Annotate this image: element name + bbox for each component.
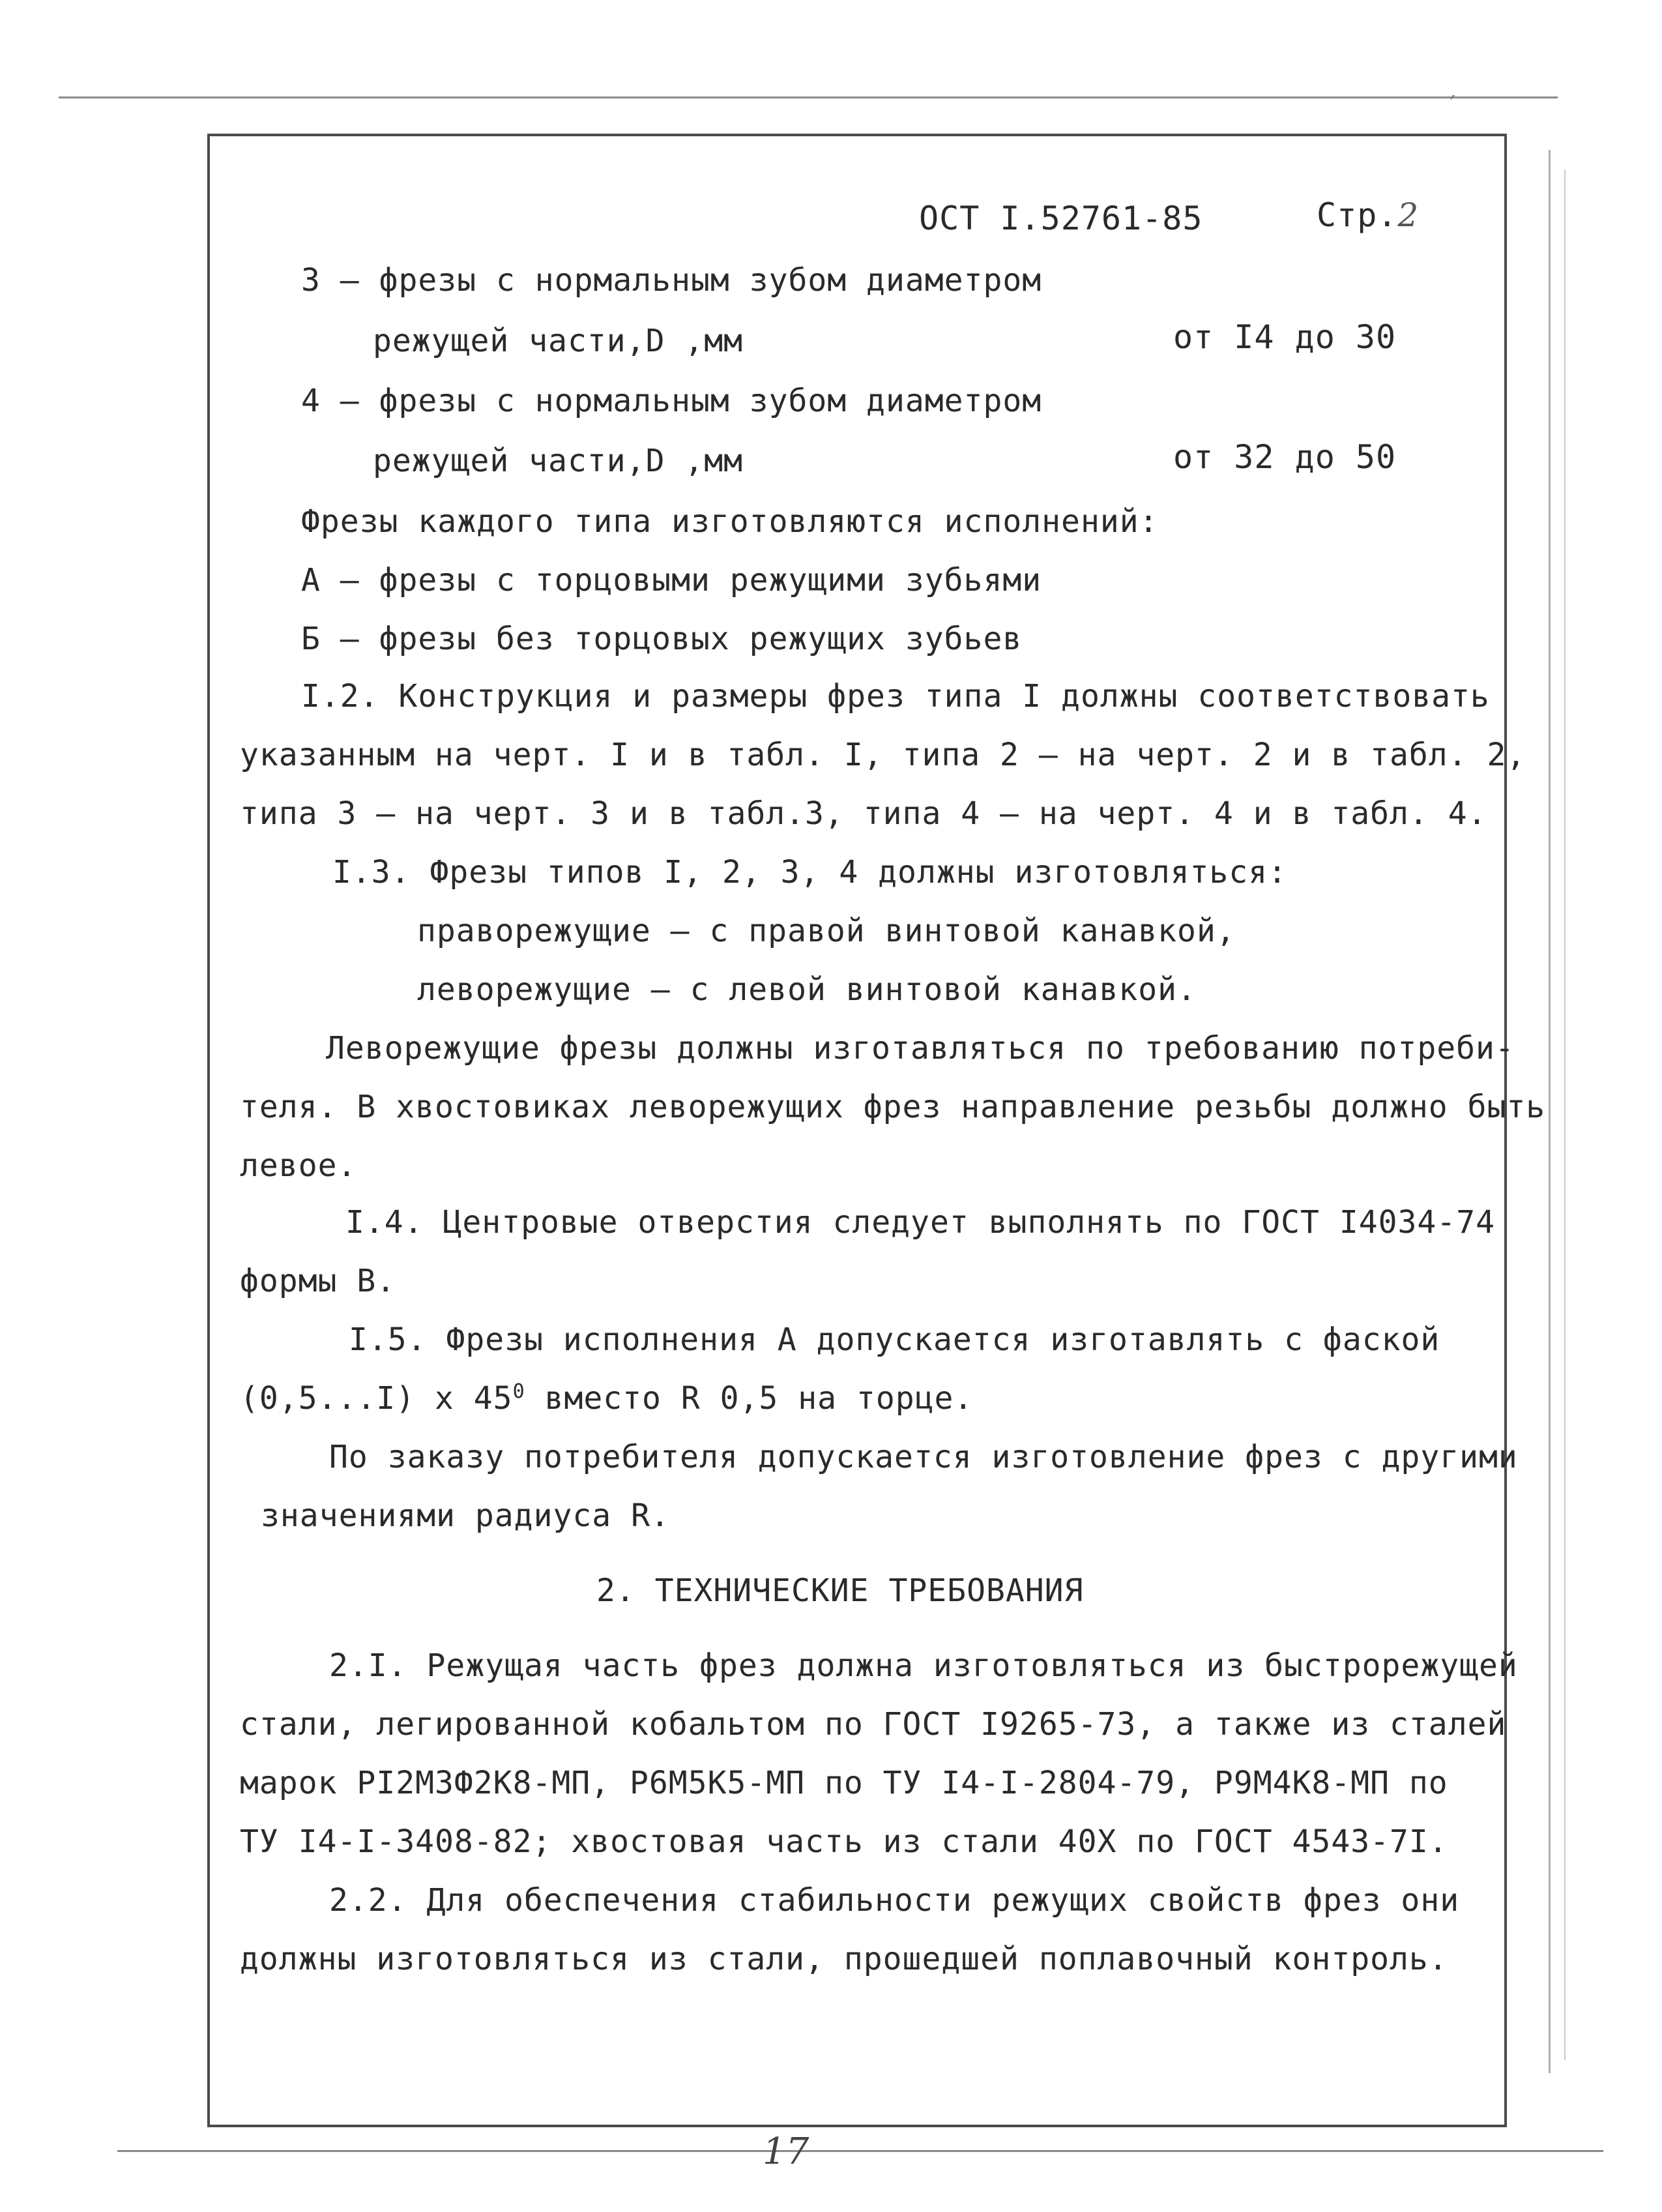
type-3-range: от I4 до 30 (1173, 318, 1397, 356)
document-code: ОСТ I.52761-85 (919, 199, 1203, 237)
type-3-line2: режущей части,D ,мм (373, 323, 744, 359)
type-4-line1: 4 – фрезы с нормальным зубом диаметром (301, 383, 1042, 419)
p15-line2-b: вместо R 0,5 на торце. (525, 1380, 974, 1417)
p14-line2: формы В. (240, 1263, 396, 1299)
p15-line1: I.5. Фрезы исполнения А допускается изготавлять с фаской (349, 1321, 1440, 1358)
scan-edge-right (1549, 150, 1551, 2073)
p12-line2: указанным на черт. I и в табл. I, типа 2 – на черт. 2 и в табл. 2, (240, 737, 1526, 773)
p21-line4: ТУ I4-I-3408-82; хвостовая часть из стали 40Х по ГОСТ 4543-7I. (240, 1823, 1448, 1860)
p22-line1: 2.2. Для обеспечения стабильности режущих свойств фрез они (329, 1882, 1460, 1919)
order-line2: значениями радиуса R. (261, 1497, 670, 1534)
type-3-line1: 3 – фрезы с нормальным зубом диаметром (301, 262, 1042, 299)
p13-line3: леворежущие – с левой винтовой канавкой. (417, 971, 1197, 1008)
left-cut-line3: левое. (240, 1147, 357, 1184)
p21-line3: марок РI2М3Ф2К8-МП, Р6М5К5-МП по ТУ I4-I-2804-79, Р9М4К8-МП по (240, 1765, 1448, 1801)
p12-line1: I.2. Конструкция и размеры фрез типа I должны соответствовать (301, 678, 1490, 715)
degree-sup: 0 (512, 1380, 525, 1403)
variant-a: А – фрезы с торцовыми режущими зубьями (301, 562, 1042, 598)
p13-line1: I.3. Фрезы типов I, 2, 3, 4 должны изготовляться: (332, 854, 1288, 891)
type-4-range: от 32 до 50 (1173, 438, 1397, 476)
type-4-line2: режущей части,D ,мм (373, 443, 744, 479)
p22-line2: должны изготовляться из стали, прошедшей поплавочный контроль. (240, 1941, 1448, 1977)
scan-edge-right-secondary (1564, 170, 1566, 2060)
scan-edge-bottom (117, 2150, 1603, 2152)
corner-mark: ′ (1446, 91, 1460, 118)
p21-line1: 2.I. Режущая часть фрез должна изготовляться из быстрорежущей (329, 1647, 1518, 1684)
section-2-title: 2. ТЕХНИЧЕСКИЕ ТРЕБОВАНИЯ (596, 1572, 1084, 1609)
p15-line2 (240, 1379, 973, 1418)
p14-line1: I.4. Центровые отверстия следует выполнять по ГОСТ I4034-74 (345, 1204, 1496, 1241)
sheet-number: 17 (763, 2131, 809, 2173)
order-line1: По заказу потребителя допускается изготовление фрез с другими (329, 1439, 1518, 1475)
p15-line2-a: (0,5...I) x 45 (240, 1380, 513, 1417)
p12-line3: типа 3 – на черт. 3 и в табл.3, типа 4 – на черт. 4 и в табл. 4. (240, 795, 1487, 832)
page-label (1317, 196, 1419, 235)
variant-b: Б – фрезы без торцовых режущих зубьев (301, 621, 1023, 657)
left-cut-line2: теля. В хвостовиках леворежущих фрез направление резьбы должно быть (240, 1089, 1546, 1125)
variants-intro: Фрезы каждого типа изготовляются исполнений: (301, 503, 1159, 540)
page-label-text: Стр. (1317, 196, 1398, 234)
left-cut-line1: Леворежущие фрезы должны изготавляться по требованию потреби- (326, 1030, 1515, 1067)
scan-edge-top (59, 96, 1558, 98)
p21-line2: стали, легированной кобальтом по ГОСТ I9265-73, а также из сталей (240, 1706, 1507, 1743)
p13-line2: праворежущие – с правой винтовой канавкой, (417, 913, 1236, 949)
page-label-number: 2 (1397, 196, 1420, 234)
